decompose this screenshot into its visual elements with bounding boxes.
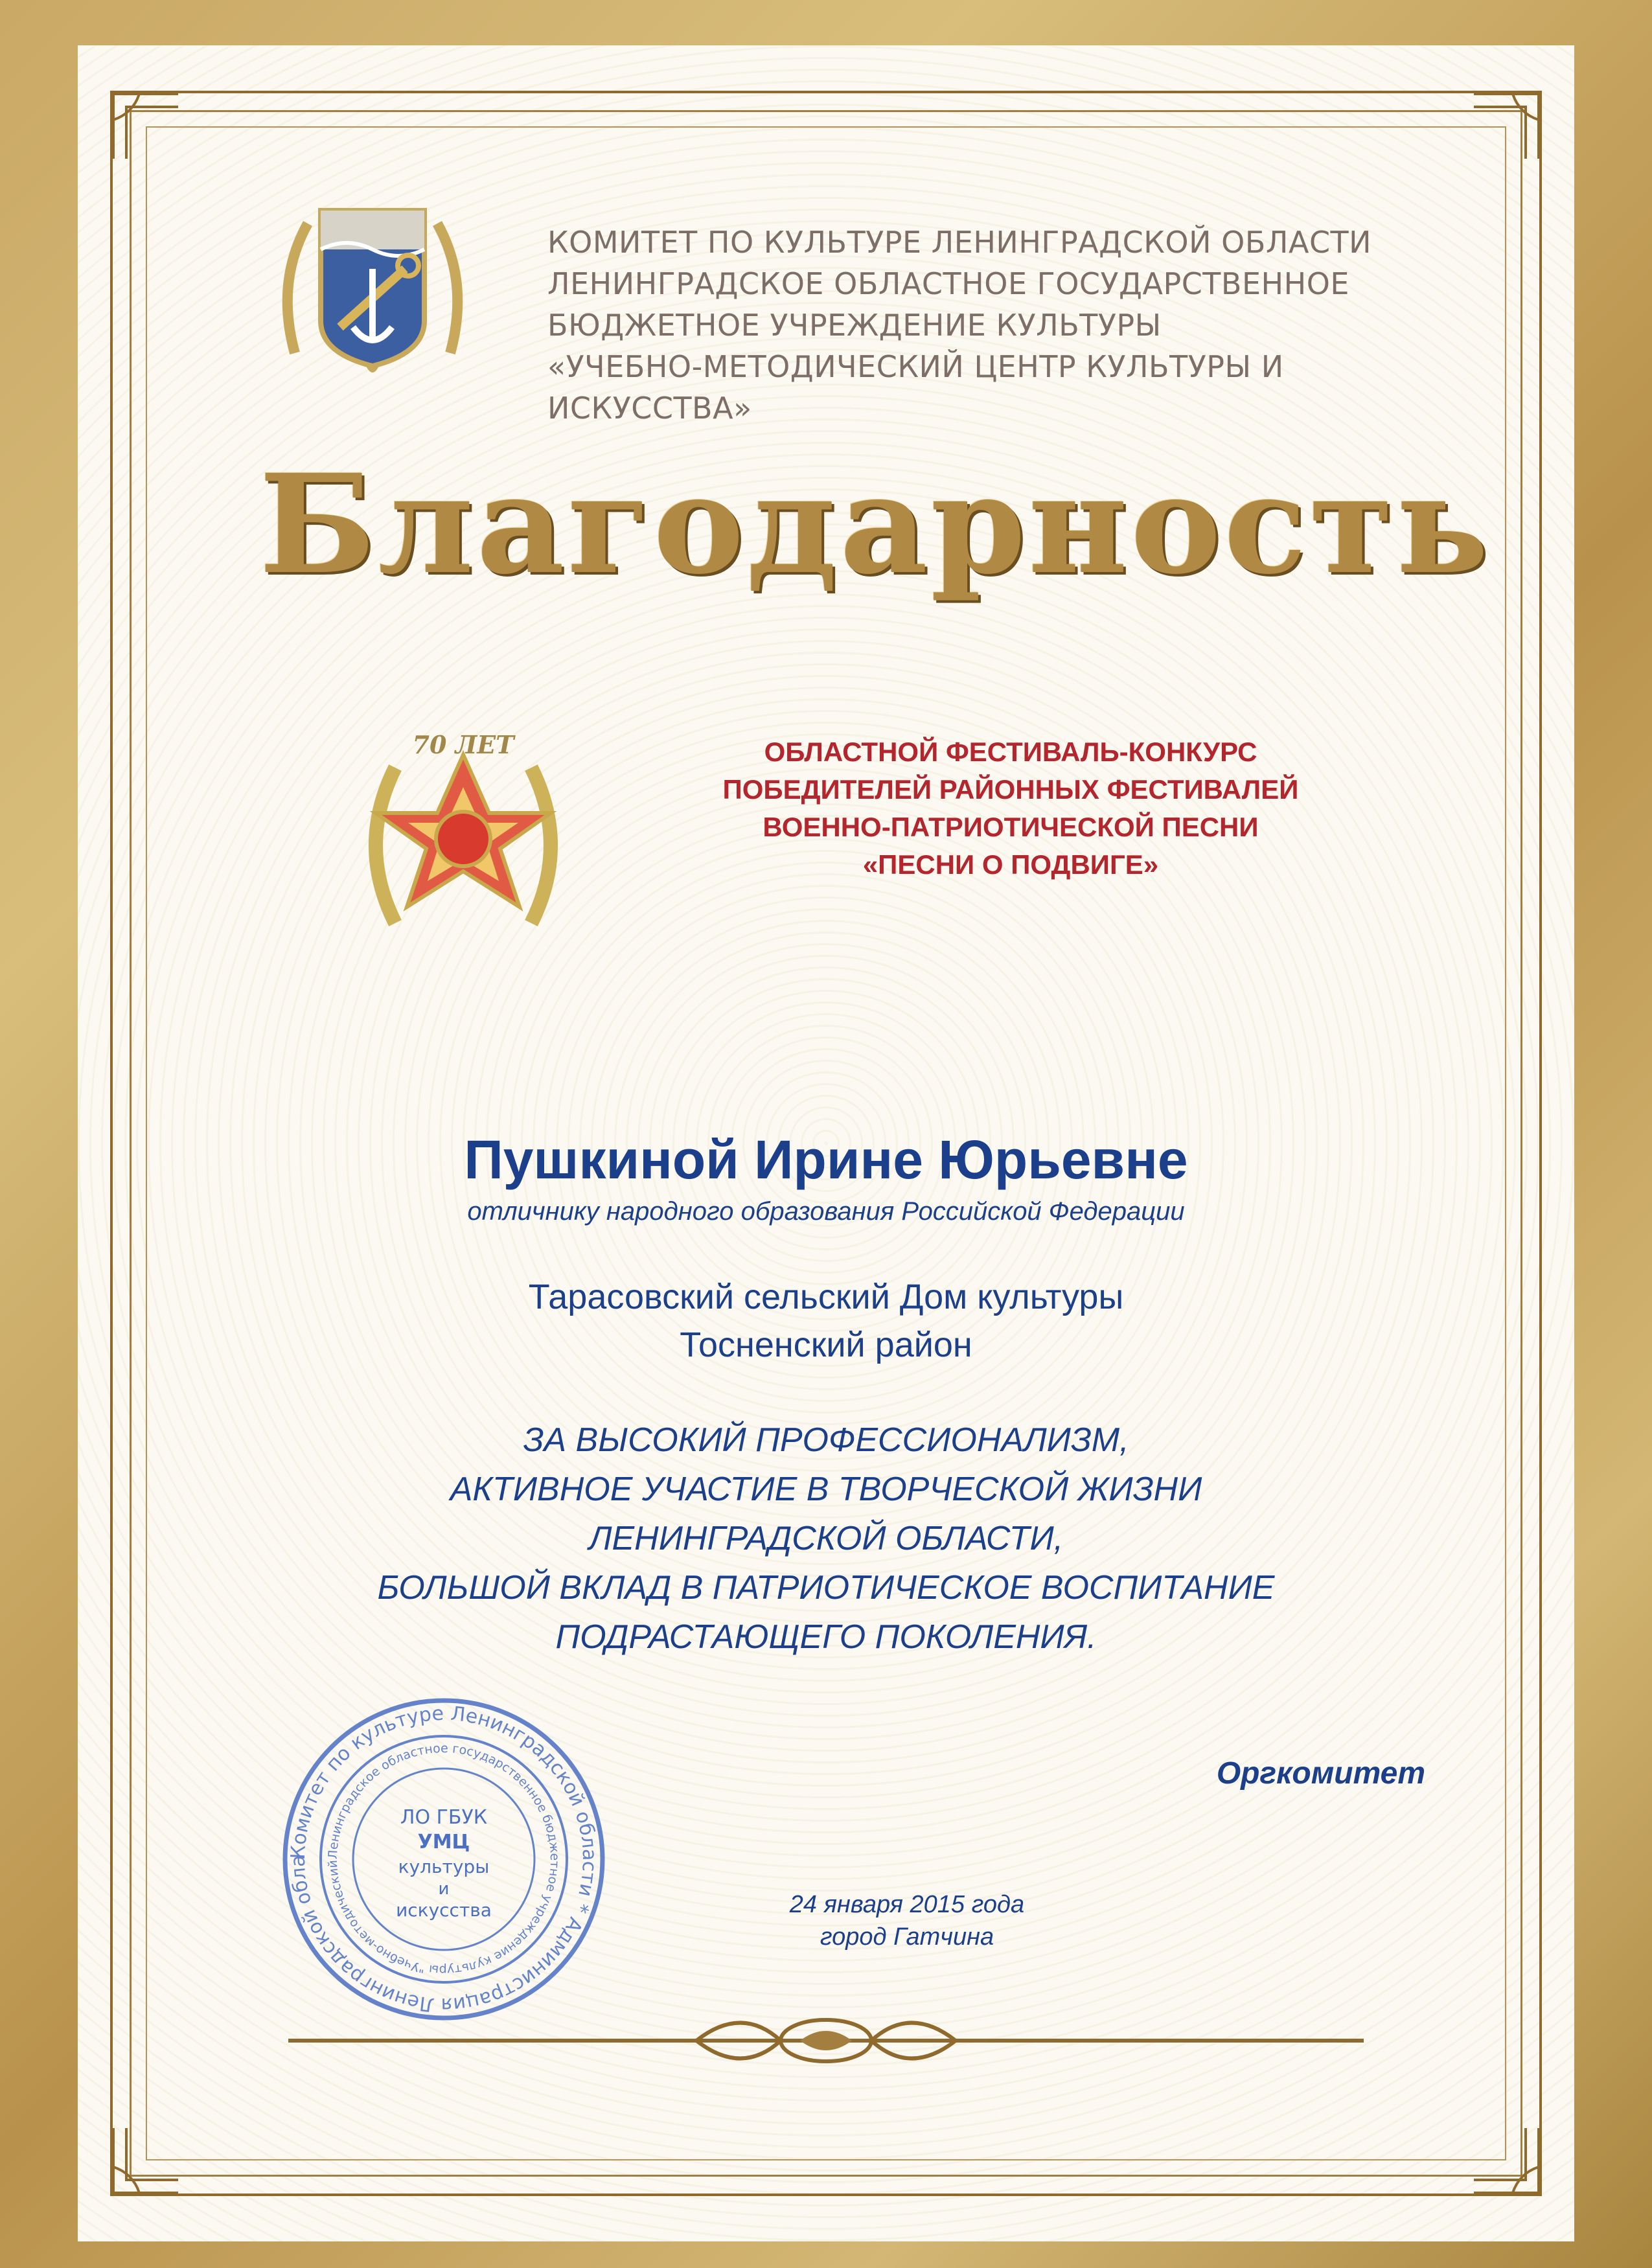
date-place — [713, 1888, 1101, 1953]
recipient-name: Пушкиной Ирине Юрьевне — [464, 1129, 1188, 1190]
recipient-title: отличнику народного образования Российской Федерации — [467, 1197, 1185, 1226]
stamp-inner-text: Ленинградское областное государственное бюджетное учреждение культуры "Учебно-методический — [325, 1741, 562, 1978]
reason-line-1: ЗА ВЫСОКИЙ ПРОФЕССИОНАЛИЗМ, — [523, 1421, 1129, 1459]
recipient-place — [259, 1273, 1393, 1369]
festival-line-1: ОБЛАСТНОЙ ФЕСТИВАЛЬ-КОНКУРС — [764, 737, 1257, 767]
reason-line-2: АКТИВНОЕ УЧАСТИЕ В ТВОРЧЕСКОЙ ЖИЗНИ — [450, 1471, 1202, 1508]
coat-of-arms-icon — [269, 185, 476, 385]
stamp-center-4: и — [438, 1879, 450, 1899]
place-line-1: Тарасовский сельский Дом культуры — [528, 1277, 1124, 1316]
place-line-2: Тосненский район — [680, 1325, 972, 1364]
festival-line-4: «ПЕСНИ О ПОДВИГЕ» — [862, 849, 1159, 880]
festival-title — [674, 733, 1348, 884]
official-stamp-icon — [275, 1691, 612, 2028]
reason-line-3: ЛЕНИНГРАДСКОЙ ОБЛАСТИ, — [588, 1520, 1064, 1557]
stamp-center-5: искусства — [396, 1899, 492, 1921]
date-line: 24 января 2015 года — [789, 1891, 1025, 1918]
festival-line-2: ПОБЕДИТЕЛЕЙ РАЙОННЫХ ФЕСТИВАЛЕЙ — [722, 774, 1299, 805]
corner-ornament-icon — [107, 2122, 185, 2199]
medal-text: 70 ЛЕТ — [412, 730, 514, 759]
stamp-center-3: культуры — [398, 1856, 490, 1877]
corner-ornament-icon — [1467, 87, 1545, 165]
corner-ornament-icon — [107, 87, 185, 165]
corner-ornament-icon — [1467, 2122, 1545, 2199]
award-reason — [259, 1415, 1393, 1662]
bottom-ornament-icon — [288, 2008, 1364, 2073]
stamp-center-1: ЛО ГБУК — [400, 1806, 488, 1829]
reason-line-5: ПОДРАСТАЮЩЕГО ПОКОЛЕНИЯ. — [555, 1618, 1097, 1656]
order-of-patriotic-war-icon — [350, 716, 577, 956]
signature-label: Оргкомитет — [1216, 1756, 1425, 1791]
city-line: город Гатчина — [820, 1923, 994, 1951]
org-line-1: КОМИТЕТ ПО КУЛЬТУРЕ ЛЕНИНГРАДСКОЙ ОБЛАСТИ — [547, 225, 1372, 260]
stamp-center-2: УМЦ — [417, 1831, 470, 1853]
org-line-3: БЮДЖЕТНОЕ УЧРЕЖДЕНИЕ КУЛЬТУРЫ — [547, 308, 1162, 343]
org-line-4: «УЧЕБНО-МЕТОДИЧЕСКИЙ ЦЕНТР КУЛЬТУРЫ И ИСКУССТВА» — [547, 349, 1284, 426]
festival-line-3: ВОЕННО-ПАТРИОТИЧЕСКОЙ ПЕСНИ — [763, 812, 1259, 842]
stamp-outer-text: Комитет по культуре Ленинградской области * Администрация Ленинградской обла — [286, 1702, 601, 2017]
organization-header — [547, 222, 1454, 429]
reason-line-4: БОЛЬШОЙ ВКЛАД В ПАТРИОТИЧЕСКОЕ ВОСПИТАНИЕ — [377, 1569, 1275, 1607]
certificate-title: Благодарность — [259, 444, 1491, 604]
org-line-2: ЛЕНИНГРАДСКОЕ ОБЛАСТНОЕ ГОСУДАРСТВЕННОЕ — [547, 266, 1349, 301]
